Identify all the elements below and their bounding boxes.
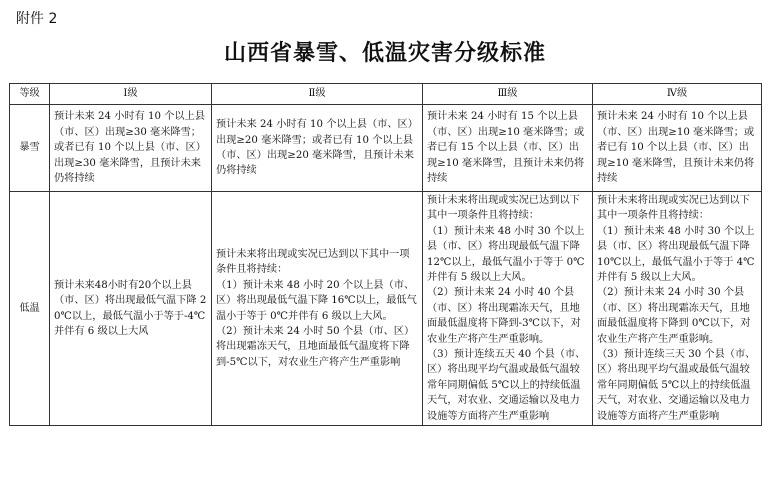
cell-text: 预计未来将出现或实况已达到以下其中一项条件且将持续： [216,248,410,276]
table-row-low-temperature [10,192,762,426]
cell-text: 预计未来将出现或实况已达到以下其中一项条件且将持续： [427,195,580,222]
cell-text: 预计未来48小时有20个以上县（市、区）将出现最低气温下降 20℃以上，最低气温小于等于-4℃并伴有 6 级以上大风 [54,279,207,337]
cell-text: 预计未来 24 小时有 10 个以上县（市、区）出现≥30 毫米降雪；或者已有 10 个以上县（市、区）出现≥30 毫米降雪，且预计未来仍将持续 [54,111,206,185]
cold-level-1-cell [50,192,212,426]
row-label: 暴雪 [10,105,50,192]
header-level: 等级 [10,84,50,105]
cold-level-3-cell [423,192,593,426]
header-level-2: Ⅱ级 [212,84,423,105]
cell-text: （2）预计未来 24 小时 40 个县（市、区）将出现霜冻天气，且地面最低温度将下降到-3℃以下，对农业生产将产生严重影响。 [427,287,581,345]
cell-text: 预计未来 24 小时有 10 个以上县（市、区）出现≥10 毫米降雪；或者已有 10 个以上县（市、区）出现≥10 毫米降雪，且预计未来仍将持续 [597,111,755,185]
cold-level-4-cell [593,192,762,426]
header-level-4: Ⅳ级 [593,84,762,105]
snow-level-2-cell [212,105,423,192]
grading-table [9,83,762,426]
header-level-1: Ⅰ级 [50,84,212,105]
cell-text: （2）预计未来 24 小时 50 个县（市、区）将出现霜冻天气，且地面最低气温度将下降到-5℃以下，对农业生产将产生严重影响 [216,325,415,368]
cell-text: （1）预计未来 48 小时 30 个以上县（市、区）将出现最低气温下降 10℃以上，最低气温小于等于 4℃并伴有 5 级以上大风。 [597,225,755,284]
cell-text: 预计未来将出现或实况已达到以下其中一项条件且将持续： [597,195,750,222]
cell-text: 预计未来 24 小时有 10 个以上县（市、区）出现≥20 毫米降雪；或者已有 10 个以上县（市、区）出现≥20 毫米降雪，且预计未来仍将持续 [216,119,418,177]
cell-text: （1）预计未来 48 小时 20 个以上县（市、区）将出现最低气温下降 16℃以上，最低气温小于等于 0℃并伴有 6 级以上大风。 [216,279,417,322]
header-level-3: Ⅲ级 [423,84,593,105]
cold-level-2-cell [212,192,423,426]
snow-level-3-cell [423,105,593,192]
row-label: 低温 [10,192,50,426]
attachment-label: 附件 2 [16,11,58,27]
cell-text: （3）预计连续三天 30 个县（市、区）将出现平均气温或最低气温较常年同期偏低 5℃以上的持续低温天气，对农业、交通运输以及电力设施等方面将产生严重影响 [597,349,756,422]
snow-level-1-cell [50,105,212,192]
cell-text: （2）预计未来 24 小时 30 个县（市、区）将出现霜冻天气，且地面最低温度将下降到 0℃以下，对农业生产将产生严重影响。 [597,287,751,345]
cell-text: （3）预计连续五天 40 个县（市、区）将出现平均气温或最低气温较常年同期偏低 5℃以上的持续低温天气，对农业、交通运输以及电力设施等方面将产生严重影响 [427,349,586,422]
cell-text: 预计未来 24 小时有 15 个以上县（市、区）出现≥10 毫米降雪；或者已有 15 个以上县（市、区）出现≥10 毫米降雪，且预计未来仍将持续 [427,111,585,185]
table-header-row [10,84,762,105]
snow-level-4-cell [593,105,762,192]
document-title: 山西省暴雪、低温灾害分级标准 [223,41,546,66]
table-row-snowstorm [10,105,762,192]
cell-text: （1）预计未来 48 小时 30 个以上县（市、区）将出现最低气温下降 12℃以上，最低气温小于等于 0℃并伴有 5 级以上大风。 [427,225,585,284]
